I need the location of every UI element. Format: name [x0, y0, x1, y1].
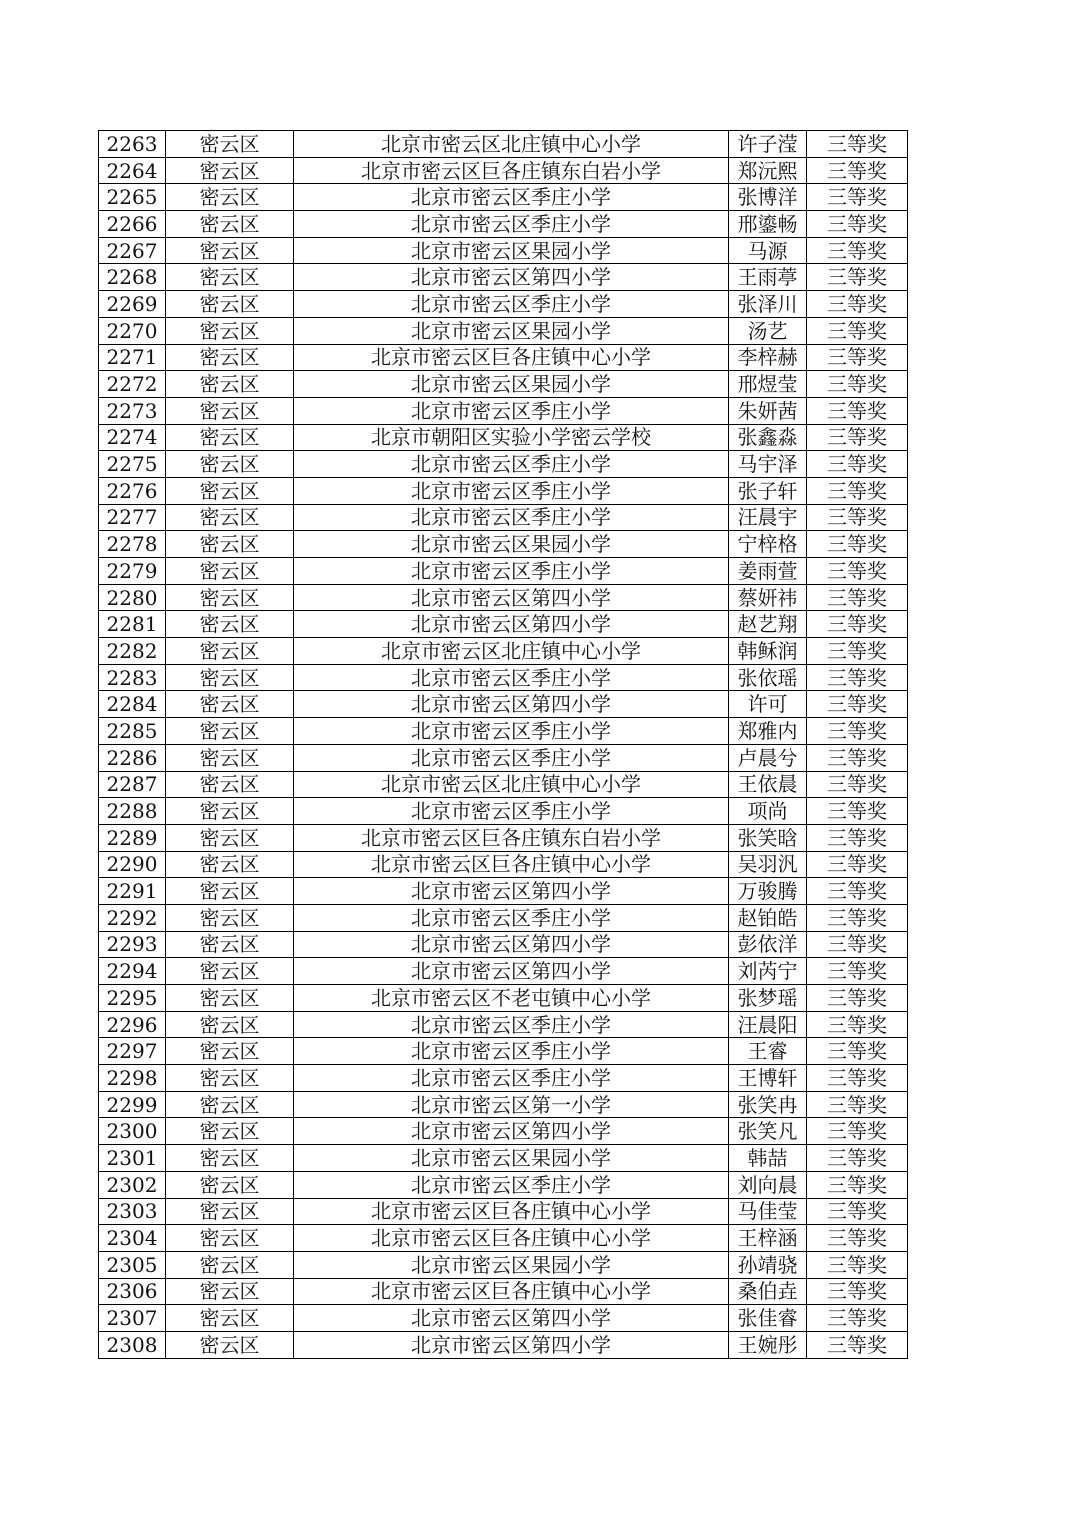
- table-row: [99, 904, 908, 931]
- district-cell: 密云区: [166, 718, 294, 745]
- student-name-cell: 赵铂皓: [729, 904, 807, 931]
- serial-number-cell: 2282: [99, 638, 166, 665]
- award-level-cell: 三等奖: [807, 1038, 908, 1065]
- serial-number-cell: 2289: [99, 824, 166, 851]
- table-row: [99, 317, 908, 344]
- table-row: [99, 184, 908, 211]
- school-cell: 北京市密云区巨各庄镇中心小学: [294, 1198, 729, 1225]
- table-row: [99, 264, 908, 291]
- school-cell: 北京市密云区北庄镇中心小学: [294, 638, 729, 665]
- serial-number-cell: 2308: [99, 1331, 166, 1358]
- serial-number-cell: 2272: [99, 371, 166, 398]
- table-row: [99, 1331, 908, 1358]
- district-cell: 密云区: [166, 798, 294, 825]
- student-name-cell: 张梦瑶: [729, 985, 807, 1012]
- award-level-cell: 三等奖: [807, 211, 908, 238]
- district-cell: 密云区: [166, 1171, 294, 1198]
- school-cell: 北京市密云区季庄小学: [294, 1038, 729, 1065]
- school-cell: 北京市密云区第四小学: [294, 1118, 729, 1145]
- table-row: [99, 424, 908, 451]
- award-level-cell: 三等奖: [807, 985, 908, 1012]
- district-cell: 密云区: [166, 771, 294, 798]
- student-name-cell: 宁梓格: [729, 531, 807, 558]
- award-table: [98, 130, 908, 1359]
- student-name-cell: 孙靖骁: [729, 1251, 807, 1278]
- school-cell: 北京市密云区季庄小学: [294, 451, 729, 478]
- serial-number-cell: 2277: [99, 504, 166, 531]
- district-cell: 密云区: [166, 291, 294, 318]
- district-cell: 密云区: [166, 558, 294, 585]
- school-cell: 北京市密云区季庄小学: [294, 291, 729, 318]
- student-name-cell: 张笑冉: [729, 1091, 807, 1118]
- student-name-cell: 蔡妍祎: [729, 584, 807, 611]
- district-cell: 密云区: [166, 1091, 294, 1118]
- school-cell: 北京市密云区季庄小学: [294, 718, 729, 745]
- serial-number-cell: 2302: [99, 1171, 166, 1198]
- school-cell: 北京市密云区季庄小学: [294, 1171, 729, 1198]
- serial-number-cell: 2292: [99, 904, 166, 931]
- district-cell: 密云区: [166, 638, 294, 665]
- student-name-cell: 王睿: [729, 1038, 807, 1065]
- serial-number-cell: 2276: [99, 477, 166, 504]
- table-row: [99, 824, 908, 851]
- serial-number-cell: 2290: [99, 851, 166, 878]
- award-level-cell: 三等奖: [807, 1011, 908, 1038]
- school-cell: 北京市密云区果园小学: [294, 371, 729, 398]
- school-cell: 北京市密云区巨各庄镇中心小学: [294, 344, 729, 371]
- district-cell: 密云区: [166, 878, 294, 905]
- district-cell: 密云区: [166, 744, 294, 771]
- award-level-cell: 三等奖: [807, 851, 908, 878]
- district-cell: 密云区: [166, 531, 294, 558]
- award-level-cell: 三等奖: [807, 558, 908, 585]
- award-level-cell: 三等奖: [807, 344, 908, 371]
- district-cell: 密云区: [166, 344, 294, 371]
- award-level-cell: 三等奖: [807, 477, 908, 504]
- award-level-cell: 三等奖: [807, 1145, 908, 1172]
- school-cell: 北京市密云区第四小学: [294, 264, 729, 291]
- district-cell: 密云区: [166, 477, 294, 504]
- award-level-cell: 三等奖: [807, 878, 908, 905]
- serial-number-cell: 2307: [99, 1305, 166, 1332]
- award-level-cell: 三等奖: [807, 291, 908, 318]
- school-cell: 北京市密云区季庄小学: [294, 904, 729, 931]
- student-name-cell: 张子轩: [729, 477, 807, 504]
- table-row: [99, 718, 908, 745]
- award-level-cell: 三等奖: [807, 237, 908, 264]
- serial-number-cell: 2267: [99, 237, 166, 264]
- table-row: [99, 237, 908, 264]
- table-row: [99, 1065, 908, 1092]
- school-cell: 北京市密云区第四小学: [294, 931, 729, 958]
- serial-number-cell: 2274: [99, 424, 166, 451]
- school-cell: 北京市密云区第四小学: [294, 878, 729, 905]
- student-name-cell: 姜雨萱: [729, 558, 807, 585]
- school-cell: 北京市密云区季庄小学: [294, 1011, 729, 1038]
- district-cell: 密云区: [166, 958, 294, 985]
- table-row: [99, 1038, 908, 1065]
- district-cell: 密云区: [166, 317, 294, 344]
- school-cell: 北京市密云区不老屯镇中心小学: [294, 985, 729, 1012]
- award-level-cell: 三等奖: [807, 611, 908, 638]
- award-level-cell: 三等奖: [807, 931, 908, 958]
- award-level-cell: 三等奖: [807, 1091, 908, 1118]
- student-name-cell: 朱妍茜: [729, 397, 807, 424]
- serial-number-cell: 2263: [99, 131, 166, 158]
- student-name-cell: 韩喆: [729, 1145, 807, 1172]
- serial-number-cell: 2279: [99, 558, 166, 585]
- student-name-cell: 张泽川: [729, 291, 807, 318]
- student-name-cell: 卢晨兮: [729, 744, 807, 771]
- award-level-cell: 三等奖: [807, 1065, 908, 1092]
- district-cell: 密云区: [166, 397, 294, 424]
- table-row: [99, 958, 908, 985]
- student-name-cell: 万骏腾: [729, 878, 807, 905]
- student-name-cell: 项尚: [729, 798, 807, 825]
- table-row: [99, 878, 908, 905]
- district-cell: 密云区: [166, 1278, 294, 1305]
- school-cell: 北京市密云区季庄小学: [294, 558, 729, 585]
- student-name-cell: 汪晨宇: [729, 504, 807, 531]
- school-cell: 北京市密云区第四小学: [294, 611, 729, 638]
- school-cell: 北京市密云区季庄小学: [294, 184, 729, 211]
- district-cell: 密云区: [166, 424, 294, 451]
- student-name-cell: 张依瑶: [729, 664, 807, 691]
- district-cell: 密云区: [166, 1251, 294, 1278]
- school-cell: 北京市密云区北庄镇中心小学: [294, 131, 729, 158]
- district-cell: 密云区: [166, 851, 294, 878]
- award-level-cell: 三等奖: [807, 397, 908, 424]
- district-cell: 密云区: [166, 157, 294, 184]
- student-name-cell: 邢鎏畅: [729, 211, 807, 238]
- table-row: [99, 851, 908, 878]
- serial-number-cell: 2294: [99, 958, 166, 985]
- district-cell: 密云区: [166, 584, 294, 611]
- district-cell: 密云区: [166, 1011, 294, 1038]
- serial-number-cell: 2306: [99, 1278, 166, 1305]
- award-level-cell: 三等奖: [807, 718, 908, 745]
- student-name-cell: 张笑凡: [729, 1118, 807, 1145]
- serial-number-cell: 2301: [99, 1145, 166, 1172]
- school-cell: 北京市密云区季庄小学: [294, 477, 729, 504]
- award-level-cell: 三等奖: [807, 1225, 908, 1252]
- serial-number-cell: 2278: [99, 531, 166, 558]
- table-row: [99, 157, 908, 184]
- school-cell: 北京市密云区果园小学: [294, 1145, 729, 1172]
- district-cell: 密云区: [166, 1331, 294, 1358]
- school-cell: 北京市密云区果园小学: [294, 531, 729, 558]
- table-row: [99, 985, 908, 1012]
- district-cell: 密云区: [166, 131, 294, 158]
- student-name-cell: 许可: [729, 691, 807, 718]
- table-row: [99, 611, 908, 638]
- table-row: [99, 771, 908, 798]
- table-row: [99, 1145, 908, 1172]
- school-cell: 北京市密云区季庄小学: [294, 504, 729, 531]
- student-name-cell: 郑沅熙: [729, 157, 807, 184]
- student-name-cell: 韩稣润: [729, 638, 807, 665]
- school-cell: 北京市密云区巨各庄镇中心小学: [294, 1225, 729, 1252]
- table-row: [99, 798, 908, 825]
- table-row: [99, 638, 908, 665]
- table-row: [99, 584, 908, 611]
- student-name-cell: 马佳莹: [729, 1198, 807, 1225]
- district-cell: 密云区: [166, 504, 294, 531]
- school-cell: 北京市密云区第四小学: [294, 1331, 729, 1358]
- award-level-cell: 三等奖: [807, 1171, 908, 1198]
- school-cell: 北京市朝阳区实验小学密云学校: [294, 424, 729, 451]
- table-row: [99, 211, 908, 238]
- table-row: [99, 531, 908, 558]
- school-cell: 北京市密云区北庄镇中心小学: [294, 771, 729, 798]
- serial-number-cell: 2304: [99, 1225, 166, 1252]
- school-cell: 北京市密云区季庄小学: [294, 744, 729, 771]
- district-cell: 密云区: [166, 451, 294, 478]
- serial-number-cell: 2288: [99, 798, 166, 825]
- serial-number-cell: 2299: [99, 1091, 166, 1118]
- district-cell: 密云区: [166, 691, 294, 718]
- award-level-cell: 三等奖: [807, 1331, 908, 1358]
- serial-number-cell: 2287: [99, 771, 166, 798]
- district-cell: 密云区: [166, 237, 294, 264]
- table-row: [99, 664, 908, 691]
- award-level-cell: 三等奖: [807, 371, 908, 398]
- student-name-cell: 王婉彤: [729, 1331, 807, 1358]
- award-level-cell: 三等奖: [807, 157, 908, 184]
- serial-number-cell: 2291: [99, 878, 166, 905]
- student-name-cell: 张鑫淼: [729, 424, 807, 451]
- serial-number-cell: 2270: [99, 317, 166, 344]
- award-table-body: [99, 131, 908, 1359]
- table-row: [99, 931, 908, 958]
- award-level-cell: 三等奖: [807, 824, 908, 851]
- student-name-cell: 汤艺: [729, 317, 807, 344]
- school-cell: 北京市密云区果园小学: [294, 1251, 729, 1278]
- district-cell: 密云区: [166, 211, 294, 238]
- school-cell: 北京市密云区季庄小学: [294, 397, 729, 424]
- school-cell: 北京市密云区果园小学: [294, 317, 729, 344]
- school-cell: 北京市密云区第四小学: [294, 691, 729, 718]
- table-row: [99, 477, 908, 504]
- school-cell: 北京市密云区第四小学: [294, 584, 729, 611]
- district-cell: 密云区: [166, 264, 294, 291]
- district-cell: 密云区: [166, 1118, 294, 1145]
- school-cell: 北京市密云区巨各庄镇东白岩小学: [294, 824, 729, 851]
- serial-number-cell: 2286: [99, 744, 166, 771]
- table-row: [99, 691, 908, 718]
- award-level-cell: 三等奖: [807, 798, 908, 825]
- student-name-cell: 汪晨阳: [729, 1011, 807, 1038]
- student-name-cell: 张博洋: [729, 184, 807, 211]
- district-cell: 密云区: [166, 1305, 294, 1332]
- table-row: [99, 291, 908, 318]
- award-level-cell: 三等奖: [807, 317, 908, 344]
- district-cell: 密云区: [166, 184, 294, 211]
- student-name-cell: 马源: [729, 237, 807, 264]
- school-cell: 北京市密云区季庄小学: [294, 798, 729, 825]
- serial-number-cell: 2273: [99, 397, 166, 424]
- award-level-cell: 三等奖: [807, 664, 908, 691]
- district-cell: 密云区: [166, 1065, 294, 1092]
- serial-number-cell: 2303: [99, 1198, 166, 1225]
- award-level-cell: 三等奖: [807, 184, 908, 211]
- award-level-cell: 三等奖: [807, 958, 908, 985]
- award-level-cell: 三等奖: [807, 131, 908, 158]
- table-row: [99, 504, 908, 531]
- school-cell: 北京市密云区巨各庄镇中心小学: [294, 851, 729, 878]
- student-name-cell: 马宇泽: [729, 451, 807, 478]
- serial-number-cell: 2285: [99, 718, 166, 745]
- school-cell: 北京市密云区巨各庄镇东白岩小学: [294, 157, 729, 184]
- district-cell: 密云区: [166, 371, 294, 398]
- award-level-cell: 三等奖: [807, 504, 908, 531]
- school-cell: 北京市密云区第四小学: [294, 1305, 729, 1332]
- serial-number-cell: 2265: [99, 184, 166, 211]
- award-level-cell: 三等奖: [807, 691, 908, 718]
- table-row: [99, 1225, 908, 1252]
- serial-number-cell: 2295: [99, 985, 166, 1012]
- student-name-cell: 王梓涵: [729, 1225, 807, 1252]
- student-name-cell: 王博轩: [729, 1065, 807, 1092]
- table-row: [99, 344, 908, 371]
- student-name-cell: 邢煜莹: [729, 371, 807, 398]
- table-row: [99, 451, 908, 478]
- table-row: [99, 1011, 908, 1038]
- district-cell: 密云区: [166, 1038, 294, 1065]
- award-level-cell: 三等奖: [807, 531, 908, 558]
- district-cell: 密云区: [166, 931, 294, 958]
- table-row: [99, 744, 908, 771]
- serial-number-cell: 2297: [99, 1038, 166, 1065]
- serial-number-cell: 2264: [99, 157, 166, 184]
- serial-number-cell: 2271: [99, 344, 166, 371]
- table-row: [99, 371, 908, 398]
- serial-number-cell: 2269: [99, 291, 166, 318]
- serial-number-cell: 2296: [99, 1011, 166, 1038]
- table-row: [99, 1091, 908, 1118]
- district-cell: 密云区: [166, 824, 294, 851]
- student-name-cell: 吴羽汎: [729, 851, 807, 878]
- serial-number-cell: 2284: [99, 691, 166, 718]
- award-level-cell: 三等奖: [807, 424, 908, 451]
- award-level-cell: 三等奖: [807, 771, 908, 798]
- serial-number-cell: 2283: [99, 664, 166, 691]
- serial-number-cell: 2305: [99, 1251, 166, 1278]
- table-row: [99, 1278, 908, 1305]
- student-name-cell: 张笑晗: [729, 824, 807, 851]
- award-level-cell: 三等奖: [807, 744, 908, 771]
- school-cell: 北京市密云区季庄小学: [294, 1065, 729, 1092]
- award-level-cell: 三等奖: [807, 264, 908, 291]
- table-row: [99, 1251, 908, 1278]
- school-cell: 北京市密云区巨各庄镇中心小学: [294, 1278, 729, 1305]
- student-name-cell: 刘向晨: [729, 1171, 807, 1198]
- award-level-cell: 三等奖: [807, 451, 908, 478]
- student-name-cell: 赵艺翔: [729, 611, 807, 638]
- table-row: [99, 558, 908, 585]
- award-level-cell: 三等奖: [807, 904, 908, 931]
- school-cell: 北京市密云区季庄小学: [294, 664, 729, 691]
- district-cell: 密云区: [166, 985, 294, 1012]
- serial-number-cell: 2266: [99, 211, 166, 238]
- award-level-cell: 三等奖: [807, 1305, 908, 1332]
- award-level-cell: 三等奖: [807, 1278, 908, 1305]
- student-name-cell: 王依晨: [729, 771, 807, 798]
- student-name-cell: 张佳睿: [729, 1305, 807, 1332]
- serial-number-cell: 2300: [99, 1118, 166, 1145]
- district-cell: 密云区: [166, 1145, 294, 1172]
- table-row: [99, 1171, 908, 1198]
- award-level-cell: 三等奖: [807, 1198, 908, 1225]
- district-cell: 密云区: [166, 611, 294, 638]
- student-name-cell: 许子滢: [729, 131, 807, 158]
- award-level-cell: 三等奖: [807, 638, 908, 665]
- student-name-cell: 刘芮宁: [729, 958, 807, 985]
- student-name-cell: 李梓赫: [729, 344, 807, 371]
- student-name-cell: 桑伯垚: [729, 1278, 807, 1305]
- district-cell: 密云区: [166, 1225, 294, 1252]
- school-cell: 北京市密云区季庄小学: [294, 211, 729, 238]
- serial-number-cell: 2281: [99, 611, 166, 638]
- award-level-cell: 三等奖: [807, 1251, 908, 1278]
- table-row: [99, 1305, 908, 1332]
- district-cell: 密云区: [166, 1198, 294, 1225]
- award-level-cell: 三等奖: [807, 584, 908, 611]
- student-name-cell: 王雨葶: [729, 264, 807, 291]
- table-row: [99, 1198, 908, 1225]
- table-row: [99, 1118, 908, 1145]
- school-cell: 北京市密云区第一小学: [294, 1091, 729, 1118]
- district-cell: 密云区: [166, 664, 294, 691]
- serial-number-cell: 2268: [99, 264, 166, 291]
- serial-number-cell: 2293: [99, 931, 166, 958]
- award-level-cell: 三等奖: [807, 1118, 908, 1145]
- district-cell: 密云区: [166, 904, 294, 931]
- school-cell: 北京市密云区果园小学: [294, 237, 729, 264]
- school-cell: 北京市密云区第四小学: [294, 958, 729, 985]
- serial-number-cell: 2298: [99, 1065, 166, 1092]
- table-row: [99, 397, 908, 424]
- serial-number-cell: 2275: [99, 451, 166, 478]
- table-row: [99, 131, 908, 158]
- student-name-cell: 彭依洋: [729, 931, 807, 958]
- serial-number-cell: 2280: [99, 584, 166, 611]
- student-name-cell: 郑雅内: [729, 718, 807, 745]
